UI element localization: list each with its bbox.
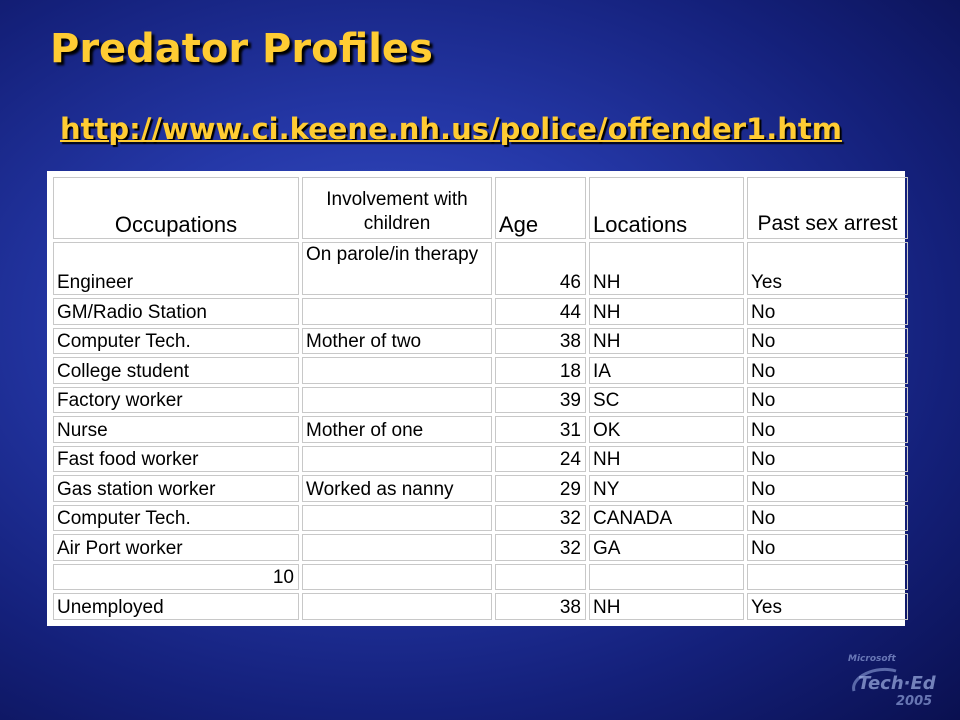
cell-location: SC <box>589 387 744 414</box>
cell-occupation: Computer Tech. <box>53 328 299 355</box>
cell-occupation: GM/Radio Station <box>53 298 299 325</box>
cell-past-arrest: No <box>747 534 908 561</box>
cell-occupation: Air Port worker <box>53 534 299 561</box>
cell-past-arrest: No <box>747 475 908 502</box>
cell-involvement <box>302 505 492 532</box>
header-locations: Locations <box>589 177 744 239</box>
cell-location: GA <box>589 534 744 561</box>
offender-link[interactable]: http://www.ci.keene.nh.us/police/offender1.htm <box>60 112 842 146</box>
cell-occupation: Unemployed <box>53 593 299 620</box>
cell-location: NH <box>589 446 744 473</box>
cell-age: 46 <box>495 242 586 295</box>
cell-location: OK <box>589 416 744 443</box>
cell-age <box>495 564 586 591</box>
cell-involvement: Worked as nanny <box>302 475 492 502</box>
cell-age: 18 <box>495 357 586 384</box>
cell-age: 39 <box>495 387 586 414</box>
cell-occupation: Nurse <box>53 416 299 443</box>
cell-past-arrest: No <box>747 387 908 414</box>
header-age: Age <box>495 177 586 239</box>
cell-involvement <box>302 564 492 591</box>
logo-year: 2005 <box>896 694 933 709</box>
table-body <box>53 242 908 620</box>
cell-age: 32 <box>495 534 586 561</box>
header-occupations: Occupations <box>53 177 299 239</box>
cell-involvement <box>302 387 492 414</box>
cell-occupation: Computer Tech. <box>53 505 299 532</box>
cell-past-arrest <box>747 564 908 591</box>
cell-location: NH <box>589 242 744 295</box>
logo-brand: Microsoft <box>848 654 896 664</box>
cell-involvement <box>302 357 492 384</box>
cell-past-arrest: Yes <box>747 593 908 620</box>
table-row <box>53 534 908 561</box>
table-row <box>53 446 908 473</box>
cell-age: 38 <box>495 593 586 620</box>
table-row <box>53 357 908 384</box>
slide-title: Predator Profiles <box>50 26 433 72</box>
cell-involvement <box>302 446 492 473</box>
cell-past-arrest: No <box>747 416 908 443</box>
table-row <box>53 416 908 443</box>
cell-past-arrest: Yes <box>747 242 908 295</box>
predator-table-container <box>47 171 905 626</box>
cell-age: 31 <box>495 416 586 443</box>
cell-location: IA <box>589 357 744 384</box>
cell-involvement <box>302 534 492 561</box>
cell-location: NH <box>589 593 744 620</box>
table-row <box>53 298 908 325</box>
predator-profiles-table <box>50 174 911 623</box>
cell-past-arrest: No <box>747 298 908 325</box>
table-row <box>53 328 908 355</box>
cell-involvement: On parole/in therapy <box>302 242 492 295</box>
cell-involvement <box>302 593 492 620</box>
table-row <box>53 387 908 414</box>
cell-past-arrest: No <box>747 505 908 532</box>
header-involvement: Involvement with children <box>302 177 492 239</box>
cell-past-arrest: No <box>747 328 908 355</box>
cell-location <box>589 564 744 591</box>
cell-location: CANADA <box>589 505 744 532</box>
table-row <box>53 505 908 532</box>
cell-occupation: Gas station worker <box>53 475 299 502</box>
cell-location: NY <box>589 475 744 502</box>
cell-occupation: 10 <box>53 564 299 591</box>
cell-occupation: Factory worker <box>53 387 299 414</box>
cell-involvement <box>302 298 492 325</box>
logo-name: Tech·Ed <box>858 673 936 694</box>
cell-past-arrest: No <box>747 357 908 384</box>
table-row <box>53 475 908 502</box>
cell-age: 44 <box>495 298 586 325</box>
table-header-row <box>53 177 908 239</box>
cell-location: NH <box>589 298 744 325</box>
cell-location: NH <box>589 328 744 355</box>
cell-age: 29 <box>495 475 586 502</box>
cell-involvement: Mother of one <box>302 416 492 443</box>
cell-occupation: Fast food worker <box>53 446 299 473</box>
table-row <box>53 242 908 295</box>
header-past-arrest: Past sex arrest <box>747 177 908 239</box>
teched-logo <box>846 651 936 711</box>
cell-occupation: College student <box>53 357 299 384</box>
cell-age: 38 <box>495 328 586 355</box>
cell-past-arrest: No <box>747 446 908 473</box>
cell-involvement: Mother of two <box>302 328 492 355</box>
cell-age: 32 <box>495 505 586 532</box>
table-row <box>53 593 908 620</box>
cell-age: 24 <box>495 446 586 473</box>
cell-occupation: Engineer <box>53 242 299 295</box>
table-row <box>53 564 908 591</box>
